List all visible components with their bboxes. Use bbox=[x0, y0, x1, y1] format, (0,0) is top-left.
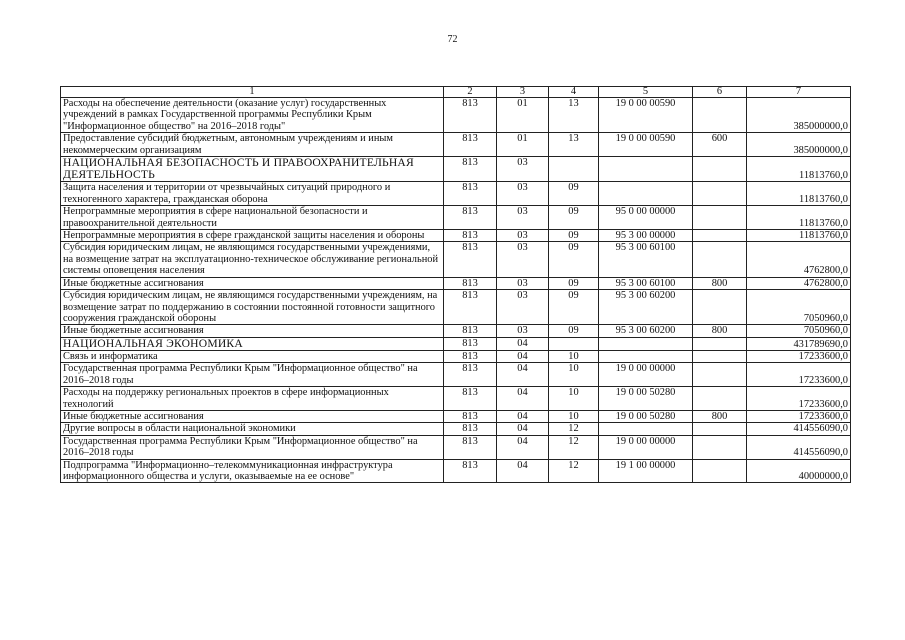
table-row bbox=[61, 435, 851, 459]
amount-cell: 11813760,0 bbox=[747, 206, 851, 230]
table-row bbox=[61, 206, 851, 230]
target-article-cell: 19 1 00 00000 bbox=[599, 459, 693, 483]
row-name-cell: НАЦИОНАЛЬНАЯ БЕЗОПАСНОСТЬ И ПРАВООХРАНИТЕЛЬНАЯ ДЕЯТЕЛЬНОСТЬ bbox=[61, 157, 444, 182]
razdel-cell: 03 bbox=[497, 206, 549, 230]
glava-cell: 813 bbox=[444, 242, 497, 277]
expense-type-cell bbox=[693, 363, 747, 387]
podrazdel-cell: 12 bbox=[549, 435, 599, 459]
table-row bbox=[61, 277, 851, 289]
podrazdel-cell: 09 bbox=[549, 242, 599, 277]
amount-cell: 11813760,0 bbox=[747, 230, 851, 242]
glava-cell: 813 bbox=[444, 98, 497, 133]
razdel-cell: 04 bbox=[497, 410, 549, 422]
target-article-cell: 19 0 00 50280 bbox=[599, 410, 693, 422]
expense-type-cell bbox=[693, 387, 747, 411]
expense-type-cell: 800 bbox=[693, 410, 747, 422]
target-article-cell: 95 3 00 60100 bbox=[599, 242, 693, 277]
target-article-cell bbox=[599, 350, 693, 362]
glava-cell: 813 bbox=[444, 230, 497, 242]
expense-type-cell bbox=[693, 230, 747, 242]
amount-cell: 385000000,0 bbox=[747, 98, 851, 133]
razdel-cell: 01 bbox=[497, 98, 549, 133]
podrazdel-cell: 09 bbox=[549, 277, 599, 289]
page-number: 72 bbox=[447, 34, 458, 45]
row-name-cell: Субсидия юридическим лицам, не являющимся государственными учреждениям, на возмещение затрат по поддержанию в состоянии постоянной готовности защитного сооружения гражданской обороны bbox=[61, 290, 444, 325]
podrazdel-cell: 13 bbox=[549, 133, 599, 157]
amount-cell: 414556090,0 bbox=[747, 435, 851, 459]
podrazdel-cell bbox=[549, 337, 599, 350]
table-row bbox=[61, 230, 851, 242]
amount-cell: 40000000,0 bbox=[747, 459, 851, 483]
header-cell: 4 bbox=[549, 87, 599, 98]
amount-cell: 11813760,0 bbox=[747, 157, 851, 182]
row-name-cell: Непрограммные мероприятия в сфере национальной безопасности и правоохранительной деятельности bbox=[61, 206, 444, 230]
target-article-cell: 95 0 00 00000 bbox=[599, 206, 693, 230]
row-name-cell: Другие вопросы в области национальной экономики bbox=[61, 423, 444, 435]
glava-cell: 813 bbox=[444, 206, 497, 230]
table-row bbox=[61, 350, 851, 362]
header-row bbox=[61, 87, 851, 98]
row-name-cell: Иные бюджетные ассигнования bbox=[61, 277, 444, 289]
row-name-cell: Государственная программа Республики Крым "Информационное общество" на 2016–2018 годы bbox=[61, 363, 444, 387]
expense-type-cell: 800 bbox=[693, 277, 747, 289]
amount-cell: 17233600,0 bbox=[747, 387, 851, 411]
glava-cell: 813 bbox=[444, 435, 497, 459]
amount-cell: 17233600,0 bbox=[747, 363, 851, 387]
row-name-cell: Расходы на обеспечение деятельности (оказание услуг) государственных учреждений в рамках Государственной программы Республики Крым "Информационное общество" на 2016–2018 годы" bbox=[61, 98, 444, 133]
podrazdel-cell: 13 bbox=[549, 98, 599, 133]
target-article-cell: 19 0 00 00590 bbox=[599, 133, 693, 157]
table-row bbox=[61, 98, 851, 133]
podrazdel-cell: 10 bbox=[549, 410, 599, 422]
razdel-cell: 03 bbox=[497, 242, 549, 277]
target-article-cell: 19 0 00 50280 bbox=[599, 387, 693, 411]
row-name-cell: Связь и информатика bbox=[61, 350, 444, 362]
row-name-cell: Субсидия юридическим лицам, не являющимся государственными учреждениями, на возмещение затрат на эксплуатационно-техническое обслуживание региональной системы оповещения населения bbox=[61, 242, 444, 277]
amount-cell: 414556090,0 bbox=[747, 423, 851, 435]
row-name-cell: Предоставление субсидий бюджетным, автономным учреждениям и иным некоммерческим организациям bbox=[61, 133, 444, 157]
podrazdel-cell: 09 bbox=[549, 206, 599, 230]
razdel-cell: 03 bbox=[497, 230, 549, 242]
podrazdel-cell: 09 bbox=[549, 182, 599, 206]
expense-type-cell bbox=[693, 290, 747, 325]
row-name-cell: Защита населения и территории от чрезвычайных ситуаций природного и техногенного характера, гражданская оборона bbox=[61, 182, 444, 206]
expense-type-cell bbox=[693, 435, 747, 459]
header-cell: 3 bbox=[497, 87, 549, 98]
amount-cell: 17233600,0 bbox=[747, 350, 851, 362]
podrazdel-cell: 09 bbox=[549, 290, 599, 325]
glava-cell: 813 bbox=[444, 133, 497, 157]
glava-cell: 813 bbox=[444, 410, 497, 422]
header-cell: 1 bbox=[61, 87, 444, 98]
razdel-cell: 03 bbox=[497, 290, 549, 325]
table-row bbox=[61, 133, 851, 157]
expense-type-cell bbox=[693, 157, 747, 182]
target-article-cell: 19 0 00 00000 bbox=[599, 435, 693, 459]
expense-type-cell bbox=[693, 182, 747, 206]
razdel-cell: 03 bbox=[497, 157, 549, 182]
expense-type-cell bbox=[693, 350, 747, 362]
row-name-cell: Непрограммные мероприятия в сфере гражданской защиты населения и обороны bbox=[61, 230, 444, 242]
podrazdel-cell: 09 bbox=[549, 325, 599, 337]
razdel-cell: 04 bbox=[497, 459, 549, 483]
podrazdel-cell: 10 bbox=[549, 363, 599, 387]
razdel-cell: 04 bbox=[497, 387, 549, 411]
header-cell: 2 bbox=[444, 87, 497, 98]
amount-cell: 11813760,0 bbox=[747, 182, 851, 206]
target-article-cell bbox=[599, 337, 693, 350]
target-article-cell bbox=[599, 157, 693, 182]
header-cell: 6 bbox=[693, 87, 747, 98]
row-name-cell: Расходы на поддержку региональных проектов в сфере информационных технологий bbox=[61, 387, 444, 411]
expense-type-cell bbox=[693, 242, 747, 277]
row-name-cell: Иные бюджетные ассигнования bbox=[61, 410, 444, 422]
amount-cell: 4762800,0 bbox=[747, 242, 851, 277]
amount-cell: 17233600,0 bbox=[747, 410, 851, 422]
glava-cell: 813 bbox=[444, 337, 497, 350]
row-name-cell: Государственная программа Республики Крым "Информационное общество" на 2016–2018 годы bbox=[61, 435, 444, 459]
podrazdel-cell: 09 bbox=[549, 230, 599, 242]
table-row bbox=[61, 242, 851, 277]
budget-table bbox=[60, 86, 851, 483]
header-cell: 7 bbox=[747, 87, 851, 98]
table-row bbox=[61, 363, 851, 387]
glava-cell: 813 bbox=[444, 290, 497, 325]
header-cell: 5 bbox=[599, 87, 693, 98]
table-row bbox=[61, 290, 851, 325]
row-name-cell: НАЦИОНАЛЬНАЯ ЭКОНОМИКА bbox=[61, 337, 444, 350]
podrazdel-cell: 10 bbox=[549, 387, 599, 411]
target-article-cell: 95 3 00 00000 bbox=[599, 230, 693, 242]
amount-cell: 4762800,0 bbox=[747, 277, 851, 289]
amount-cell: 7050960,0 bbox=[747, 325, 851, 337]
table-row bbox=[61, 423, 851, 435]
expense-type-cell bbox=[693, 206, 747, 230]
podrazdel-cell bbox=[549, 157, 599, 182]
razdel-cell: 01 bbox=[497, 133, 549, 157]
razdel-cell: 04 bbox=[497, 337, 549, 350]
target-article-cell bbox=[599, 423, 693, 435]
expense-type-cell: 600 bbox=[693, 133, 747, 157]
table-row bbox=[61, 325, 851, 337]
amount-cell: 431789690,0 bbox=[747, 337, 851, 350]
expense-type-cell bbox=[693, 459, 747, 483]
glava-cell: 813 bbox=[444, 325, 497, 337]
razdel-cell: 04 bbox=[497, 423, 549, 435]
glava-cell: 813 bbox=[444, 182, 497, 206]
target-article-cell: 19 0 00 00590 bbox=[599, 98, 693, 133]
podrazdel-cell: 10 bbox=[549, 350, 599, 362]
table-row bbox=[61, 337, 851, 350]
expense-type-cell: 800 bbox=[693, 325, 747, 337]
expense-type-cell bbox=[693, 423, 747, 435]
razdel-cell: 04 bbox=[497, 435, 549, 459]
table-row bbox=[61, 410, 851, 422]
glava-cell: 813 bbox=[444, 459, 497, 483]
amount-cell: 385000000,0 bbox=[747, 133, 851, 157]
target-article-cell: 95 3 00 60200 bbox=[599, 325, 693, 337]
expense-type-cell bbox=[693, 98, 747, 133]
table-row bbox=[61, 182, 851, 206]
razdel-cell: 04 bbox=[497, 350, 549, 362]
glava-cell: 813 bbox=[444, 350, 497, 362]
table-row bbox=[61, 387, 851, 411]
target-article-cell bbox=[599, 182, 693, 206]
razdel-cell: 04 bbox=[497, 363, 549, 387]
glava-cell: 813 bbox=[444, 363, 497, 387]
expense-type-cell bbox=[693, 337, 747, 350]
glava-cell: 813 bbox=[444, 423, 497, 435]
razdel-cell: 03 bbox=[497, 182, 549, 206]
podrazdel-cell: 12 bbox=[549, 423, 599, 435]
target-article-cell: 95 3 00 60100 bbox=[599, 277, 693, 289]
row-name-cell: Подпрограмма "Информационно–телекоммуникационная инфраструктура информационного общества и услуги, оказываемые на ее основе" bbox=[61, 459, 444, 483]
glava-cell: 813 bbox=[444, 277, 497, 289]
razdel-cell: 03 bbox=[497, 277, 549, 289]
glava-cell: 813 bbox=[444, 157, 497, 182]
row-name-cell: Иные бюджетные ассигнования bbox=[61, 325, 444, 337]
target-article-cell: 19 0 00 00000 bbox=[599, 363, 693, 387]
podrazdel-cell: 12 bbox=[549, 459, 599, 483]
table-row bbox=[61, 157, 851, 182]
razdel-cell: 03 bbox=[497, 325, 549, 337]
amount-cell: 7050960,0 bbox=[747, 290, 851, 325]
table-row bbox=[61, 459, 851, 483]
target-article-cell: 95 3 00 60200 bbox=[599, 290, 693, 325]
glava-cell: 813 bbox=[444, 387, 497, 411]
